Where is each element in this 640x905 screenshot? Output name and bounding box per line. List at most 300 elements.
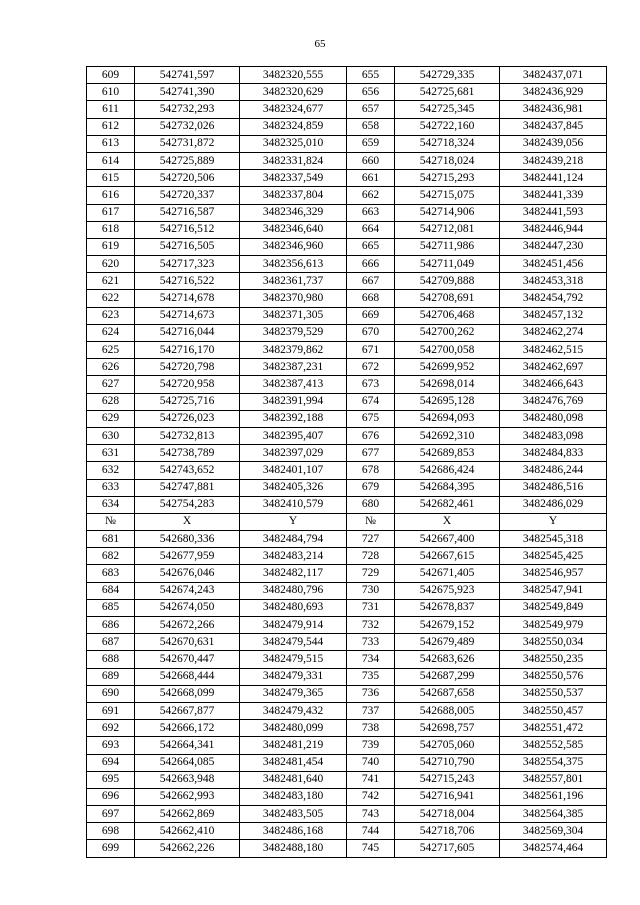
- table-cell: 542725,681: [395, 84, 500, 101]
- table-cell: 3482482,117: [240, 565, 347, 582]
- table-cell: 727: [347, 531, 395, 548]
- table-header-cell: Y: [240, 513, 347, 530]
- table-row: [87, 617, 607, 634]
- table-cell: 660: [347, 152, 395, 169]
- table-cell: 542671,405: [395, 565, 500, 582]
- table-cell: 735: [347, 668, 395, 685]
- table-cell: 3482545,318: [500, 531, 607, 548]
- table-row: [87, 840, 607, 857]
- table-cell: 629: [87, 410, 135, 427]
- table-cell: 542720,506: [135, 170, 240, 187]
- table-cell: 3482479,365: [240, 685, 347, 702]
- table-cell: 542668,444: [135, 668, 240, 685]
- table-cell: 542679,489: [395, 634, 500, 651]
- table-cell: 3482405,326: [240, 479, 347, 496]
- table-row: [87, 393, 607, 410]
- table-cell: 3482391,994: [240, 393, 347, 410]
- table-cell: 3482337,804: [240, 187, 347, 204]
- table-cell: 685: [87, 599, 135, 616]
- table-row: [87, 823, 607, 840]
- table-cell: 3482439,218: [500, 152, 607, 169]
- table-row: [87, 376, 607, 393]
- table-cell: 3482569,304: [500, 823, 607, 840]
- table-cell: 681: [87, 531, 135, 548]
- table-cell: 3482451,456: [500, 256, 607, 273]
- table-cell: 3482325,010: [240, 135, 347, 152]
- table-cell: 615: [87, 170, 135, 187]
- table-cell: 542716,505: [135, 238, 240, 255]
- table-cell: 3482547,941: [500, 582, 607, 599]
- table-row: [87, 702, 607, 719]
- table-cell: 542732,813: [135, 427, 240, 444]
- table-cell: 665: [347, 238, 395, 255]
- table-cell: 542689,853: [395, 445, 500, 462]
- table-cell: 691: [87, 702, 135, 719]
- table-cell: 542687,658: [395, 685, 500, 702]
- table-cell: 542674,050: [135, 599, 240, 616]
- table-cell: 687: [87, 634, 135, 651]
- table-cell: 3482397,029: [240, 445, 347, 462]
- table-cell: 611: [87, 101, 135, 118]
- table-cell: 689: [87, 668, 135, 685]
- table-cell: 3482379,529: [240, 324, 347, 341]
- table-cell: 3482476,769: [500, 393, 607, 410]
- table-cell: 3482483,214: [240, 548, 347, 565]
- table-cell: 3482387,413: [240, 376, 347, 393]
- table-cell: 3482401,107: [240, 462, 347, 479]
- table-cell: 542662,226: [135, 840, 240, 857]
- table-cell: 542694,093: [395, 410, 500, 427]
- table-cell: 3482488,180: [240, 840, 347, 857]
- table-cell: 3482551,472: [500, 720, 607, 737]
- table-cell: 542720,337: [135, 187, 240, 204]
- table-cell: 3482436,929: [500, 84, 607, 101]
- table-cell: 678: [347, 462, 395, 479]
- table-cell: 542716,170: [135, 342, 240, 359]
- table-cell: 3482370,980: [240, 290, 347, 307]
- table-cell: 542670,631: [135, 634, 240, 651]
- table-cell: 3482549,849: [500, 599, 607, 616]
- table-cell: 542715,075: [395, 187, 500, 204]
- table-cell: 3482410,579: [240, 496, 347, 513]
- table-row: [87, 152, 607, 169]
- table-header-row: [87, 513, 607, 530]
- table-cell: 542662,993: [135, 788, 240, 805]
- table-cell: 542700,262: [395, 324, 500, 341]
- table-row: [87, 324, 607, 341]
- table-cell: 730: [347, 582, 395, 599]
- table-cell: 542712,081: [395, 221, 500, 238]
- table-cell: 680: [347, 496, 395, 513]
- table-cell: 738: [347, 720, 395, 737]
- table-cell: 542683,626: [395, 651, 500, 668]
- table-cell: 542718,706: [395, 823, 500, 840]
- table-row: [87, 720, 607, 737]
- table-cell: 728: [347, 548, 395, 565]
- table-cell: 3482550,034: [500, 634, 607, 651]
- table-cell: 542711,986: [395, 238, 500, 255]
- table-row: [87, 462, 607, 479]
- table-cell: 676: [347, 427, 395, 444]
- table-cell: 3482546,957: [500, 565, 607, 582]
- table-cell: 542716,512: [135, 221, 240, 238]
- table-row: [87, 204, 607, 221]
- table-cell: 542747,881: [135, 479, 240, 496]
- table-cell: 616: [87, 187, 135, 204]
- table-cell: 634: [87, 496, 135, 513]
- table-cell: 542716,044: [135, 324, 240, 341]
- table-cell: 620: [87, 256, 135, 273]
- table-cell: 542686,424: [395, 462, 500, 479]
- table-cell: 666: [347, 256, 395, 273]
- table-cell: 3482554,375: [500, 754, 607, 771]
- table-cell: 3482361,737: [240, 273, 347, 290]
- table-cell: 744: [347, 823, 395, 840]
- table-cell: 542741,390: [135, 84, 240, 101]
- table-cell: 542663,948: [135, 771, 240, 788]
- table-cell: 3482320,555: [240, 67, 347, 84]
- table-cell: 613: [87, 135, 135, 152]
- table-cell: 542692,310: [395, 427, 500, 444]
- table-row: [87, 754, 607, 771]
- table-header-cell: X: [395, 513, 500, 530]
- table-cell: 659: [347, 135, 395, 152]
- table-cell: 688: [87, 651, 135, 668]
- table-cell: 625: [87, 342, 135, 359]
- table-cell: 3482480,098: [500, 410, 607, 427]
- table-cell: 542678,837: [395, 599, 500, 616]
- table-cell: 633: [87, 479, 135, 496]
- table-cell: 3482479,544: [240, 634, 347, 651]
- table-cell: 542682,461: [395, 496, 500, 513]
- table-row: [87, 67, 607, 84]
- table-cell: 3482484,794: [240, 531, 347, 548]
- table-cell: 693: [87, 737, 135, 754]
- table-cell: 3482483,505: [240, 806, 347, 823]
- table-cell: 542743,652: [135, 462, 240, 479]
- table-cell: 663: [347, 204, 395, 221]
- table-cell: 667: [347, 273, 395, 290]
- table-row: [87, 771, 607, 788]
- table-cell: 734: [347, 651, 395, 668]
- table-cell: 542687,299: [395, 668, 500, 685]
- table-cell: 542664,341: [135, 737, 240, 754]
- table-row: [87, 187, 607, 204]
- coordinates-table: [86, 66, 607, 858]
- table-cell: 3482481,219: [240, 737, 347, 754]
- table-cell: 669: [347, 307, 395, 324]
- table-row: [87, 496, 607, 513]
- table-cell: 3482387,231: [240, 359, 347, 376]
- table-cell: 3482481,640: [240, 771, 347, 788]
- table-cell: 3482462,697: [500, 359, 607, 376]
- table-header-cell: №: [347, 513, 395, 530]
- table-cell: 542674,243: [135, 582, 240, 599]
- table-cell: 3482574,464: [500, 840, 607, 857]
- table-cell: 699: [87, 840, 135, 857]
- table-cell: 542670,447: [135, 651, 240, 668]
- table-cell: 661: [347, 170, 395, 187]
- table-cell: 3482454,792: [500, 290, 607, 307]
- table-cell: 3482346,329: [240, 204, 347, 221]
- table-cell: 3482436,981: [500, 101, 607, 118]
- table-row: [87, 582, 607, 599]
- table-cell: 542679,152: [395, 617, 500, 634]
- table-cell: 3482453,318: [500, 273, 607, 290]
- table-cell: 3482550,235: [500, 651, 607, 668]
- table-header-cell: №: [87, 513, 135, 530]
- table-row: [87, 101, 607, 118]
- table-cell: 542732,026: [135, 118, 240, 135]
- table-cell: 658: [347, 118, 395, 135]
- table-cell: 3482331,824: [240, 152, 347, 169]
- table-cell: 3482557,801: [500, 771, 607, 788]
- table-row: [87, 565, 607, 582]
- table-cell: 542741,597: [135, 67, 240, 84]
- table-cell: 690: [87, 685, 135, 702]
- table-cell: 542668,099: [135, 685, 240, 702]
- table-cell: 3482324,859: [240, 118, 347, 135]
- table-cell: 542725,345: [395, 101, 500, 118]
- table-cell: 618: [87, 221, 135, 238]
- table-cell: 542699,952: [395, 359, 500, 376]
- table-cell: 542716,522: [135, 273, 240, 290]
- table-cell: 741: [347, 771, 395, 788]
- table-row: [87, 479, 607, 496]
- table-cell: 3482462,515: [500, 342, 607, 359]
- table-cell: 542717,323: [135, 256, 240, 273]
- table-cell: 3482481,454: [240, 754, 347, 771]
- table-row: [87, 445, 607, 462]
- table-row: [87, 221, 607, 238]
- table-row: [87, 737, 607, 754]
- table-header-cell: X: [135, 513, 240, 530]
- table-cell: 542725,716: [135, 393, 240, 410]
- table-cell: 542725,889: [135, 152, 240, 169]
- table-cell: 3482484,833: [500, 445, 607, 462]
- table-cell: 542729,335: [395, 67, 500, 84]
- table-cell: 542754,283: [135, 496, 240, 513]
- table-cell: 732: [347, 617, 395, 634]
- table-cell: 3482550,576: [500, 668, 607, 685]
- table-cell: 3482480,796: [240, 582, 347, 599]
- table-cell: 3482371,305: [240, 307, 347, 324]
- table-cell: 657: [347, 101, 395, 118]
- table-row: [87, 359, 607, 376]
- table-cell: 684: [87, 582, 135, 599]
- table-cell: 624: [87, 324, 135, 341]
- table-cell: 3482486,244: [500, 462, 607, 479]
- table-cell: 3482550,457: [500, 702, 607, 719]
- table-cell: 674: [347, 393, 395, 410]
- table-cell: 542708,691: [395, 290, 500, 307]
- table-row: [87, 342, 607, 359]
- table-row: [87, 806, 607, 823]
- table-cell: 3482462,274: [500, 324, 607, 341]
- table-cell: 630: [87, 427, 135, 444]
- table-row: [87, 135, 607, 152]
- table-cell: 614: [87, 152, 135, 169]
- table-cell: 656: [347, 84, 395, 101]
- table-row: [87, 84, 607, 101]
- table-row: [87, 634, 607, 651]
- table-cell: 3482480,099: [240, 720, 347, 737]
- table-cell: 696: [87, 788, 135, 805]
- table-cell: 3482441,124: [500, 170, 607, 187]
- table-row: [87, 599, 607, 616]
- table-cell: 673: [347, 376, 395, 393]
- table-cell: 3482479,914: [240, 617, 347, 634]
- table-row: [87, 548, 607, 565]
- table-row: [87, 290, 607, 307]
- table-cell: 542714,906: [395, 204, 500, 221]
- table-cell: 542716,941: [395, 788, 500, 805]
- table-cell: 743: [347, 806, 395, 823]
- table-cell: 542662,410: [135, 823, 240, 840]
- table-cell: 698: [87, 823, 135, 840]
- table-cell: 542715,243: [395, 771, 500, 788]
- table-row: [87, 256, 607, 273]
- table-row: [87, 307, 607, 324]
- table-cell: 3482483,098: [500, 427, 607, 444]
- table-cell: 542700,058: [395, 342, 500, 359]
- table-cell: 668: [347, 290, 395, 307]
- table-cell: 731: [347, 599, 395, 616]
- table-cell: 542688,005: [395, 702, 500, 719]
- table-cell: 679: [347, 479, 395, 496]
- table-cell: 3482564,385: [500, 806, 607, 823]
- table-cell: 3482483,180: [240, 788, 347, 805]
- table-cell: 3482439,056: [500, 135, 607, 152]
- table-cell: 542698,014: [395, 376, 500, 393]
- table-cell: 623: [87, 307, 135, 324]
- table-cell: 542695,128: [395, 393, 500, 410]
- table-row: [87, 651, 607, 668]
- table-cell: 677: [347, 445, 395, 462]
- table-cell: 542718,004: [395, 806, 500, 823]
- table-cell: 609: [87, 67, 135, 84]
- table-cell: 542672,266: [135, 617, 240, 634]
- table-cell: 733: [347, 634, 395, 651]
- table-cell: 542717,605: [395, 840, 500, 857]
- table-cell: 3482346,640: [240, 221, 347, 238]
- table-cell: 3482337,549: [240, 170, 347, 187]
- table-cell: 542720,798: [135, 359, 240, 376]
- table-cell: 622: [87, 290, 135, 307]
- table-cell: 662: [347, 187, 395, 204]
- coordinates-table-body: [87, 67, 607, 858]
- table-header-cell: Y: [500, 513, 607, 530]
- table-row: [87, 170, 607, 187]
- table-row: [87, 668, 607, 685]
- table-cell: 542676,046: [135, 565, 240, 582]
- table-cell: 686: [87, 617, 135, 634]
- table-cell: 627: [87, 376, 135, 393]
- table-cell: 3482480,693: [240, 599, 347, 616]
- table-cell: 655: [347, 67, 395, 84]
- table-cell: 542731,872: [135, 135, 240, 152]
- table-cell: 542718,024: [395, 152, 500, 169]
- table-cell: 3482320,629: [240, 84, 347, 101]
- table-cell: 542666,172: [135, 720, 240, 737]
- table-cell: 3482479,331: [240, 668, 347, 685]
- table-cell: 3482550,537: [500, 685, 607, 702]
- table-cell: 737: [347, 702, 395, 719]
- table-cell: 739: [347, 737, 395, 754]
- table-cell: 664: [347, 221, 395, 238]
- table-cell: 542667,400: [395, 531, 500, 548]
- table-cell: 3482446,944: [500, 221, 607, 238]
- table-cell: 675: [347, 410, 395, 427]
- table-cell: 3482379,862: [240, 342, 347, 359]
- table-cell: 612: [87, 118, 135, 135]
- table-cell: 542716,587: [135, 204, 240, 221]
- table-cell: 742: [347, 788, 395, 805]
- table-cell: 628: [87, 393, 135, 410]
- table-cell: 542667,877: [135, 702, 240, 719]
- table-cell: 3482479,515: [240, 651, 347, 668]
- table-cell: 3482486,029: [500, 496, 607, 513]
- table-cell: 3482486,168: [240, 823, 347, 840]
- table-row: [87, 788, 607, 805]
- table-cell: 3482486,516: [500, 479, 607, 496]
- table-cell: 542715,293: [395, 170, 500, 187]
- table-row: [87, 238, 607, 255]
- table-cell: 682: [87, 548, 135, 565]
- table-cell: 632: [87, 462, 135, 479]
- table-cell: 617: [87, 204, 135, 221]
- table-row: [87, 685, 607, 702]
- table-cell: 631: [87, 445, 135, 462]
- table-cell: 542711,049: [395, 256, 500, 273]
- table-cell: 542714,673: [135, 307, 240, 324]
- table-cell: 694: [87, 754, 135, 771]
- table-row: [87, 531, 607, 548]
- table-cell: 621: [87, 273, 135, 290]
- table-cell: 3482437,845: [500, 118, 607, 135]
- table-cell: 3482392,188: [240, 410, 347, 427]
- table-cell: 695: [87, 771, 135, 788]
- table-cell: 542698,757: [395, 720, 500, 737]
- table-cell: 3482447,230: [500, 238, 607, 255]
- table-cell: 3482356,613: [240, 256, 347, 273]
- table-cell: 542714,678: [135, 290, 240, 307]
- table-cell: 3482545,425: [500, 548, 607, 565]
- table-cell: 671: [347, 342, 395, 359]
- table-cell: 3482395,407: [240, 427, 347, 444]
- table-row: [87, 118, 607, 135]
- table-cell: 3482441,339: [500, 187, 607, 204]
- table-cell: 3482466,643: [500, 376, 607, 393]
- table-cell: 683: [87, 565, 135, 582]
- table-cell: 3482479,432: [240, 702, 347, 719]
- table-cell: 3482346,960: [240, 238, 347, 255]
- table-cell: 542720,958: [135, 376, 240, 393]
- table-cell: 542738,789: [135, 445, 240, 462]
- table-cell: 542722,160: [395, 118, 500, 135]
- table-cell: 745: [347, 840, 395, 857]
- table-cell: 542706,468: [395, 307, 500, 324]
- table-cell: 610: [87, 84, 135, 101]
- table-cell: 542675,923: [395, 582, 500, 599]
- table-cell: 542718,324: [395, 135, 500, 152]
- table-row: [87, 273, 607, 290]
- table-cell: 740: [347, 754, 395, 771]
- table-cell: 542684,395: [395, 479, 500, 496]
- table-cell: 3482549,979: [500, 617, 607, 634]
- table-cell: 672: [347, 359, 395, 376]
- table-cell: 697: [87, 806, 135, 823]
